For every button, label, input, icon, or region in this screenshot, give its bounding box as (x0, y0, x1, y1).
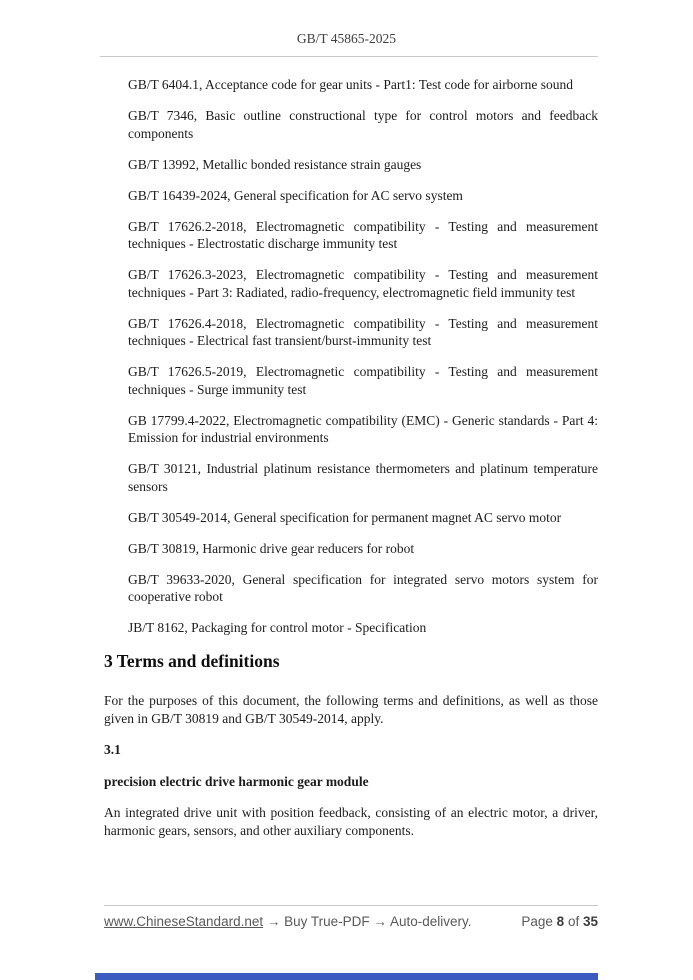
reference-item: GB/T 17626.2-2018, Electromagnetic compatibility - Testing and measurement techniques - Electrostatic discharge immunity test (128, 218, 598, 251)
footer-page-number: 8 (556, 914, 565, 929)
page-header-doc-number: GB/T 45865-2025 (296, 31, 397, 46)
reference-item: GB/T 17626.5-2019, Electromagnetic compatibility - Testing and measurement techniques - Surge immunity test (128, 364, 598, 397)
footer-buy-label: Buy True-PDF (284, 914, 370, 929)
header-divider (100, 56, 598, 57)
arrow-right-icon: → (373, 914, 387, 929)
reference-item: GB/T 30121, Industrial platinum resistance thermometers and platinum temperature sensors (128, 461, 598, 494)
section-intro: For the purposes of this document, the following terms and definitions, as well as those given in GB/T 30819 and GB/T 30549-2014, apply. (104, 693, 598, 726)
footer-total-pages: 35 (582, 914, 598, 929)
footer-delivery-label: Auto-delivery. (389, 914, 472, 929)
footer-page-indicator (521, 914, 598, 929)
reference-item: GB/T 30549-2014, General specification for permanent magnet AC servo motor (128, 509, 562, 525)
page-content (104, 76, 598, 853)
footer-divider (104, 905, 598, 906)
reference-item: GB 17799.4-2022, Electromagnetic compatibility (EMC) - Generic standards - Part 4: Emission for industrial environments (128, 412, 598, 445)
reference-item: GB/T 7346, Basic outline constructional type for control motors and feedback components (128, 108, 598, 141)
footer-page-label: Page (521, 914, 553, 929)
reference-item: GB/T 17626.3-2023, Electromagnetic compatibility - Testing and measurement techniques - Part 3: Radiated, radio-frequency, electromagnetic field immunity test (128, 267, 598, 300)
references-list (104, 76, 598, 637)
footer-site-link[interactable]: www.ChineseStandard.net (104, 914, 264, 929)
term-title: precision electric drive harmonic gear module (104, 773, 369, 789)
term-number: 3.1 (104, 742, 121, 757)
arrow-right-icon: → (266, 914, 281, 929)
reference-item: JB/T 8162, Packaging for control motor - Specification (128, 620, 427, 635)
footer-promo (104, 914, 471, 929)
reference-item: GB/T 16439-2024, General specification for AC servo system (128, 187, 463, 203)
reference-item: GB/T 17626.4-2018, Electromagnetic compatibility - Testing and measurement techniques - Electrical fast transient/burst-immunity test (128, 315, 598, 348)
reference-item: GB/T 30819, Harmonic drive gear reducers for robot (128, 540, 415, 556)
term-definition: An integrated drive unit with position feedback, consisting of an electric motor, a driver, harmonic gears, sensors, and other auxiliary components. (104, 805, 598, 838)
reference-item: GB/T 13992, Metallic bonded resistance strain gauges (128, 156, 422, 172)
footer-of-label: of (567, 914, 580, 929)
section-heading: 3 Terms and definitions (104, 651, 280, 671)
page-footer (104, 914, 598, 929)
reference-item: GB/T 6404.1, Acceptance code for gear units - Part1: Test code for airborne sound (128, 77, 574, 92)
next-page-top-bar (95, 973, 598, 980)
reference-item: GB/T 39633-2020, General specification for integrated servo motors system for cooperative robot (128, 571, 598, 604)
